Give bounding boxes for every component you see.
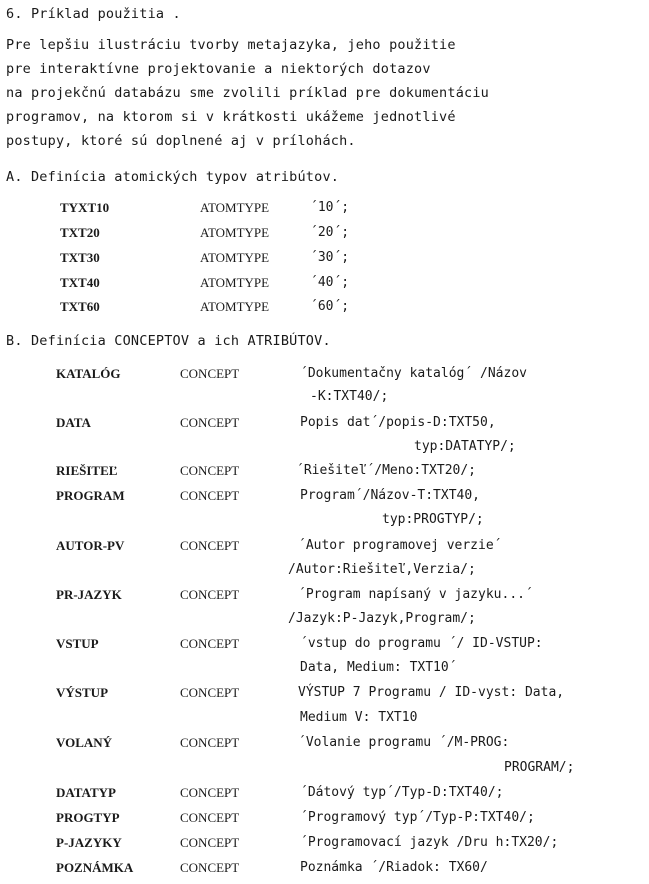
concept-def: ´Programovací jazyk /Dru h:TX20/; — [300, 835, 559, 850]
atomtype-row — [0, 299, 649, 319]
concept-name: VÝSTUP — [56, 685, 109, 700]
concept-kind: CONCEPT — [180, 587, 240, 602]
concept-row — [0, 785, 649, 805]
concept-name: RIEŠITEĽ — [56, 463, 118, 478]
concept-name: PR-JAZYK — [56, 587, 122, 602]
concept-row-cont — [0, 512, 649, 532]
concept-row-cont — [0, 710, 649, 730]
atomtype-kind: ATOMTYPE — [200, 275, 270, 290]
concept-row-cont — [0, 611, 649, 631]
intro-line-4: programov, na ktorom si v krátkosti ukážeme jednotlivé — [6, 109, 456, 125]
atomtype-kind: ATOMTYPE — [200, 225, 270, 240]
concept-name: POZNÁMKA — [56, 860, 134, 875]
concept-name: PROGTYP — [56, 810, 120, 825]
concept-def: Popis dat´/popis-D:TXT50, — [300, 415, 496, 430]
concept-row — [0, 810, 649, 830]
atomtype-row — [0, 200, 649, 220]
concept-def: Program´/Názov-T:TXT40, — [300, 488, 481, 503]
intro-line-5: postupy, ktoré sú doplnené aj v prílohách. — [6, 133, 356, 149]
atomtype-name: TXT40 — [60, 275, 100, 290]
intro-line-3: na projekčnú databázu sme zvolili príklad pre dokumentáciu — [6, 85, 490, 101]
concept-def: ´Riešiteľ´/Meno:TXT20/; — [296, 463, 477, 478]
concept-kind: CONCEPT — [180, 860, 240, 875]
concept-def: ´Autor programovej verzie´ — [298, 538, 502, 553]
section-a-title: A. Definícia atomických typov atribútov. — [6, 169, 340, 185]
concept-row — [0, 685, 649, 705]
concept-kind: CONCEPT — [180, 636, 240, 651]
concept-row — [0, 488, 649, 508]
concept-def-cont: -K:TXT40/; — [310, 389, 389, 404]
concept-def: Poznámka ´/Riadok: TX60/ — [300, 860, 488, 875]
concept-def: ´Programový typ´/Typ-P:TXT40/; — [300, 810, 535, 825]
atomtype-kind: ATOMTYPE — [200, 250, 270, 265]
concept-def: ´Dátový typ´/Typ-D:TXT40/; — [300, 785, 504, 800]
concept-def: ´Program napísaný v jazyku...´ — [298, 587, 533, 602]
intro-line-2: pre interaktívne projektovanie a niektorých dotazov — [6, 61, 431, 77]
atomtype-name: TXT20 — [60, 225, 100, 240]
concept-row-cont — [0, 660, 649, 680]
atomtype-kind: ATOMTYPE — [200, 200, 270, 215]
concept-kind: CONCEPT — [180, 835, 240, 850]
concept-row — [0, 415, 649, 435]
concept-name: PROGRAM — [56, 488, 125, 503]
concept-row — [0, 463, 649, 483]
atomtype-def: ´60´; — [310, 299, 350, 314]
atomtype-row — [0, 275, 649, 295]
concept-row — [0, 366, 649, 386]
atomtype-def: ´20´; — [310, 225, 350, 240]
atomtype-name: TXT60 — [60, 299, 100, 314]
concept-kind: CONCEPT — [180, 463, 240, 478]
atomtype-name: TXT30 — [60, 250, 100, 265]
atomtype-def: ´10´; — [310, 200, 350, 215]
concept-name: VSTUP — [56, 636, 99, 651]
atomtype-row — [0, 250, 649, 270]
concept-row-cont — [0, 562, 649, 582]
concept-row-cont — [0, 389, 649, 409]
concept-kind: CONCEPT — [180, 488, 240, 503]
section-b-title: B. Definícia CONCEPTOV a ich ATRIBÚTOV. — [6, 333, 331, 349]
atomtype-def: ´30´; — [310, 250, 350, 265]
concept-def: ´Volanie programu ´/M-PROG: — [298, 735, 510, 750]
concept-row-cont — [0, 760, 649, 780]
concept-kind: CONCEPT — [180, 785, 240, 800]
concept-name: VOLANÝ — [56, 735, 113, 750]
atomtype-def: ´40´; — [310, 275, 350, 290]
concept-def: ´vstup do programu ´/ ID-VSTUP: — [300, 636, 543, 651]
concept-def-cont: Medium V: TXT10 — [300, 710, 418, 725]
intro-line-1: Pre lepšiu ilustráciu tvorby metajazyka, jeho použitie — [6, 37, 456, 53]
atomtype-row — [0, 225, 649, 245]
concept-row — [0, 735, 649, 755]
concept-def-cont: typ:PROGTYP/; — [382, 512, 484, 527]
concept-name: DATATYP — [56, 785, 116, 800]
concept-row — [0, 860, 649, 880]
concept-row — [0, 835, 649, 855]
concept-kind: CONCEPT — [180, 735, 240, 750]
concept-kind: CONCEPT — [180, 415, 240, 430]
concept-row-cont — [0, 439, 649, 459]
concept-name: DATA — [56, 415, 91, 430]
concept-name: KATALÓG — [56, 366, 121, 381]
concept-def-cont: PROGRAM/; — [504, 760, 575, 775]
atomtype-kind: ATOMTYPE — [200, 299, 270, 314]
concept-def-cont: typ:DATATYP/; — [414, 439, 516, 454]
concept-def-cont: Data, Medium: TXT10´ — [300, 660, 457, 675]
section-heading: 6. Príklad použitia . — [6, 6, 181, 22]
atomtype-name: TYXT10 — [60, 200, 110, 215]
concept-row — [0, 636, 649, 656]
concept-kind: CONCEPT — [180, 538, 240, 553]
concept-def-cont: /Jazyk:P-Jazyk,Program/; — [288, 611, 476, 626]
concept-name: P-JAZYKY — [56, 835, 122, 850]
concept-def: ´Dokumentačny katalóg´ /Názov — [300, 366, 527, 381]
concept-def: VÝSTUP 7 Programu / ID-vyst: Data, — [298, 685, 565, 700]
concept-row — [0, 538, 649, 558]
concept-kind: CONCEPT — [180, 685, 240, 700]
concept-row — [0, 587, 649, 607]
concept-def-cont: /Autor:Riešiteľ,Verzia/; — [288, 562, 476, 577]
concept-name: AUTOR-PV — [56, 538, 125, 553]
concept-kind: CONCEPT — [180, 810, 240, 825]
concept-kind: CONCEPT — [180, 366, 240, 381]
